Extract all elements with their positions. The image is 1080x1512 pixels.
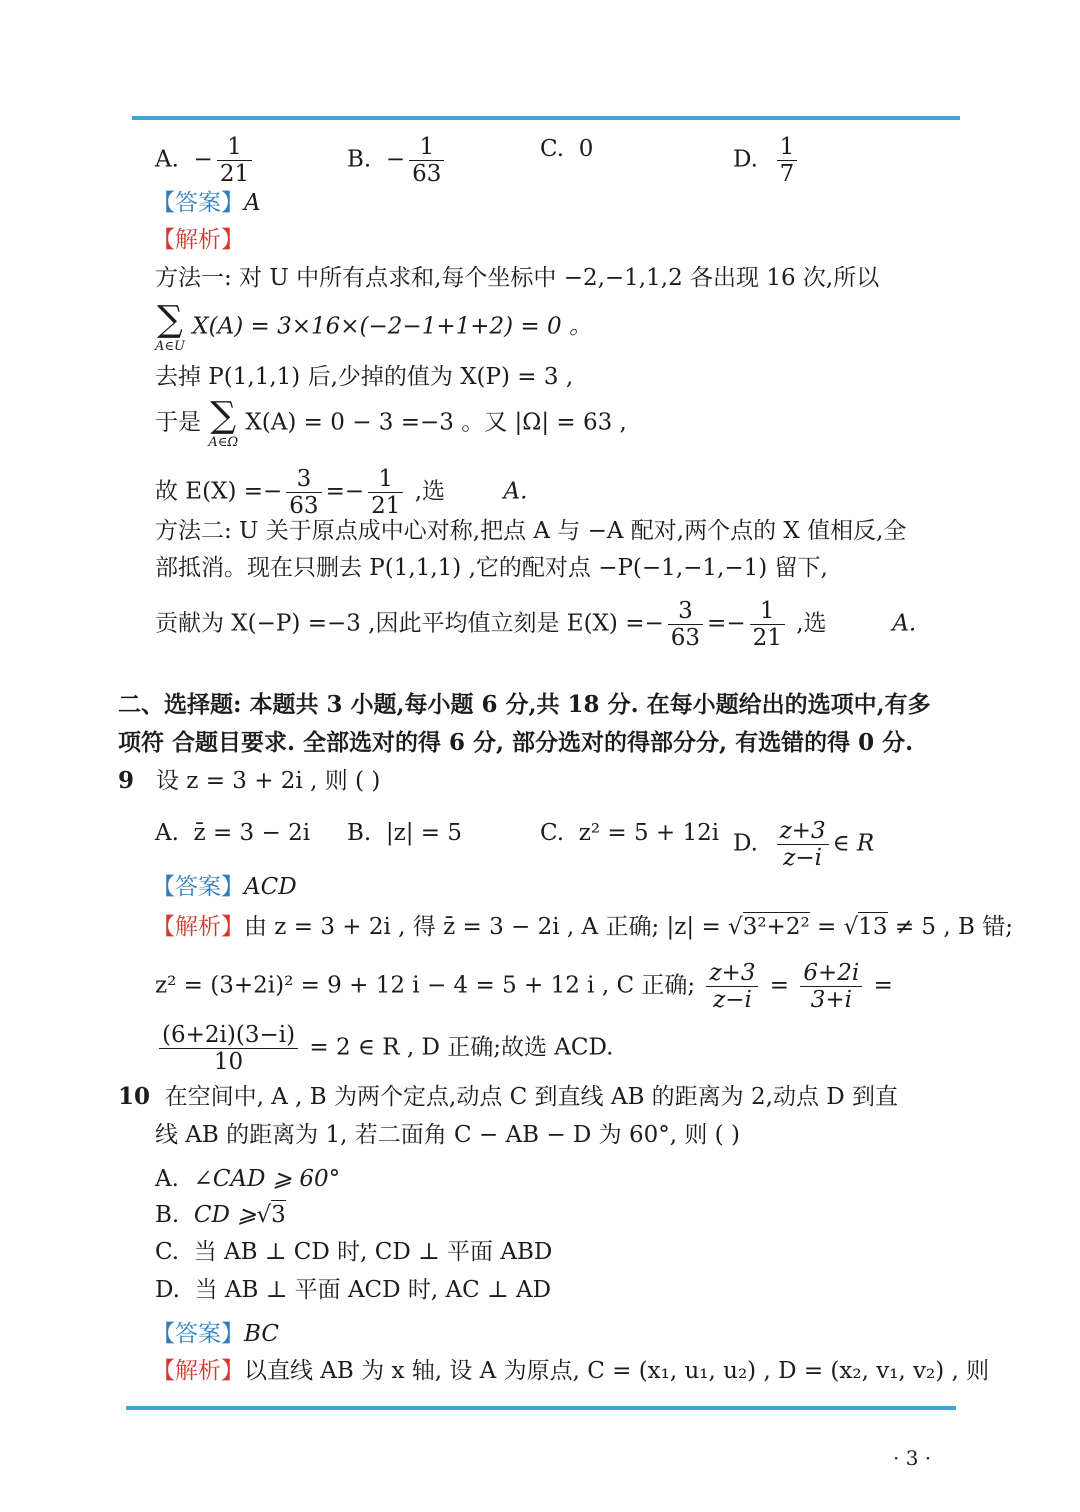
q8-method1-line1: 方法一: 对 U 中所有点求和,每个坐标中 −2,−1,1,2 各出现 16 次,所以 (155, 265, 880, 291)
q8-method2-line2: 部抵消。现在只删去 P(1,1,1) ,它的配对点 −P(−1,−1,−1) 留下, (155, 555, 828, 581)
q10-option-d: D. 当 AB ⊥ 平面 ACD 时, AC ⊥ AD (155, 1277, 552, 1303)
q9-analysis-line2: z² = (3+2i)² = 9 + 12 i − 4 = 5 + 12 i , C 正确; $\frac{z+3}{z-i}$ = $\frac{6+2i}{3+i}$ = (155, 960, 893, 1013)
q9-analysis-line3: $\frac{(6+2i)(3-i)}{10}$ = 2 ∈ R , D 正确;故选 ACD. (155, 1022, 613, 1075)
q8-option-a: A. − $\frac{1}{21}$ (155, 134, 256, 187)
q10-option-a: A. ∠CAD ⩾ 60° (155, 1166, 341, 1192)
q9-option-b: B. |z| = 5 (347, 820, 462, 846)
q9-analysis-line1: 【解析】由 z = 3 + 2i , 得 z̄ = 3 − 2i , A 正确; |z| = √3²+2² = √13 ≠ 5 , B 错; (152, 914, 1013, 940)
section-heading-line2: 项符 合题目要求. 全部选对的得 6 分, 部分选对的得部分分, 有选错的得 0 分. (118, 729, 914, 756)
q8-analysis-tag: 【解析】 (152, 227, 244, 253)
q8-method1-line3: 去掉 P(1,1,1) 后,少掉的值为 X(P) = 3 , (155, 364, 574, 390)
q9-answer: 【答案】ACD (152, 874, 297, 900)
bottom-rule (126, 1406, 956, 1410)
q8-option-c: C. 0 (540, 136, 594, 162)
q9-option-a: A. z̄ = 3 − 2i (155, 820, 311, 846)
q10-stem-line1: 10 在空间中, A , B 为两个定点,动点 C 到直线 AB 的距离为 2,动点 D 到直 (118, 1083, 899, 1110)
q8-method1-line4: 于是 ∑ A∈Ω X(A) = 0 − 3 =−3 。又 |Ω| = 63 , (155, 395, 627, 450)
section-heading-line1: 二、选择题: 本题共 3 小题,每小题 6 分,共 18 分. 在每小题给出的选项中,有多 (118, 691, 931, 718)
q8-answer: 【答案】A (152, 190, 261, 216)
sum-symbol: ∑ A∈U (155, 299, 185, 354)
q8-method1-line5: 故 E(X) =− $\frac{3}{63}$ =− $\frac{1}{21}$ ,选 A. (155, 466, 528, 519)
q10-answer: 【答案】BC (152, 1321, 279, 1347)
q9-stem: 9 设 z = 3 + 2i , 则 ( ) (118, 767, 381, 794)
q10-stem-line2: 线 AB 的距离为 1, 若二面角 C − AB − D 为 60°, 则 ( ) (155, 1122, 740, 1148)
q10-analysis-line1: 【解析】以直线 AB 为 x 轴, 设 A 为原点, C = (x₁, u₁, u₂) , D = (x₂, v₁, v₂) , 则 (152, 1358, 990, 1384)
q9-option-c: C. z² = 5 + 12i (540, 820, 720, 846)
q10-option-c: C. 当 AB ⊥ CD 时, CD ⊥ 平面 ABD (155, 1239, 553, 1265)
q8-option-d: D. $\frac{1}{7}$ (733, 134, 801, 187)
top-rule (132, 116, 960, 120)
q8-option-b: B. − $\frac{1}{63}$ (347, 134, 448, 187)
sum-symbol: ∑ A∈Ω (208, 395, 239, 450)
q8-method1-line2: ∑ A∈U X(A) = 3×16×(−2−1+1+2) = 0 。 (155, 299, 592, 354)
q8-method2-line3: 贡献为 X(−P) =−3 ,因此平均值立刻是 E(X) =− $\frac{3}{63}$ =− $\frac{1}{21}$ ,选 A. (155, 598, 917, 651)
q9-option-d: D. $\frac{z+3}{z-i}$ ∈ R (733, 818, 875, 871)
q8-method2-line1: 方法二: U 关于原点成中心对称,把点 A 与 −A 配对,两个点的 X 值相反,全 (155, 518, 907, 544)
q10-option-b: B. CD ⩾√3 (155, 1202, 286, 1228)
page-number: · 3 · (893, 1446, 932, 1470)
